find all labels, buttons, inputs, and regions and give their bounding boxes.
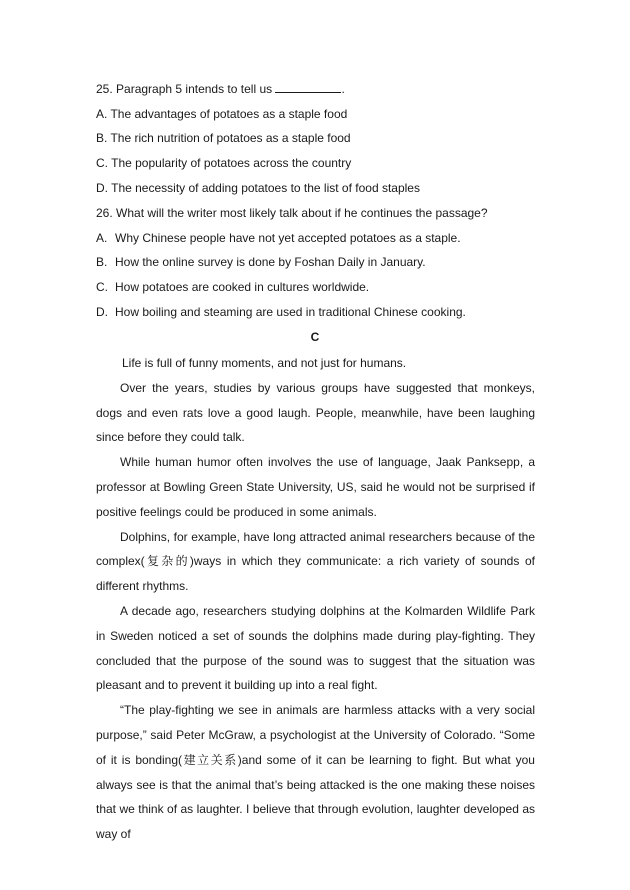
paragraph-text: )ways in which they communicate: a rich variety of sounds of different rhythms. (96, 554, 535, 594)
section-heading: C (310, 330, 320, 344)
paragraph-text: “The play-fighting we see in animals are harmless attacks with a very social purpose,” said Peter McGraw, a psychologist at the University of Colorado. “Some of it is bonding( (96, 703, 535, 767)
question-26-option-c (96, 279, 369, 295)
option-text: How potatoes are cooked in cultures worldwide. (115, 280, 370, 294)
question-25-option-d: D. The necessity of adding potatoes to the list of food staples (96, 181, 420, 195)
question-26-option-d (96, 304, 466, 320)
passage-paragraph-6 (96, 698, 535, 847)
passage-paragraph-1: Life is full of funny moments, and not just for humans. (122, 356, 407, 370)
paragraph-text: Dolphins, for example, have long attracted animal researchers because of the complex( (96, 529, 535, 569)
passage-paragraph-2: Over the years, studies by various groups have suggested that monkeys, dogs and even rats love a good laugh. People, meanwhile, have been laughing since before they could talk. (96, 380, 535, 445)
question-26-option-b (96, 254, 426, 270)
reading-passage (96, 351, 535, 847)
option-text: How the online survey is done by Foshan Daily in January. (115, 255, 426, 269)
option-label: D. (96, 305, 108, 319)
option-label: B. (96, 255, 108, 269)
question-26-option-a (96, 230, 461, 246)
question-25-stem-text: 25. Paragraph 5 intends to tell us (96, 82, 276, 96)
question-25-stem (96, 81, 345, 97)
chinese-gloss: 复杂的 (144, 554, 190, 569)
question-25-option-c: C. The popularity of potatoes across the country (96, 156, 352, 170)
paragraph-text: )and some of it can be learning to fight. But what you always see is that the animal that’s being attacked is the one making these noises that we think of as laughter. I believe that through evolution, laughter developed as way of (96, 752, 535, 842)
passage-paragraph-4 (96, 525, 535, 599)
chinese-gloss: 建立关系 (182, 752, 238, 767)
question-26-stem: 26. What will the writer most likely talk about if he continues the passage? (96, 206, 488, 220)
question-25-option-a: A. The advantages of potatoes as a staple food (96, 107, 348, 121)
option-text: Why Chinese people have not yet accepted potatoes as a staple. (115, 231, 461, 245)
passage-paragraph-3: While human humor often involves the use of language, Jaak Panksepp, a professor at Bowling Green State University, US, said he would not be surprised if positive feelings could be produced in some animals. (96, 455, 535, 519)
option-label: C. (96, 280, 108, 294)
question-25-stem-end: . (341, 82, 345, 96)
option-label: A. (96, 231, 108, 245)
passage-paragraph-5: A decade ago, researchers studying dolphins at the Kolmarden Wildlife Park in Sweden noticed a set of sounds the dolphins made during play-fighting. They concluded that the purpose of the sound was to suggest that the situation was pleasant and to prevent it building up into a real fight. (96, 603, 535, 693)
answer-blank (275, 81, 341, 93)
option-text: How boiling and steaming are used in traditional Chinese cooking. (115, 305, 466, 319)
question-25-option-b: B. The rich nutrition of potatoes as a staple food (96, 131, 351, 145)
